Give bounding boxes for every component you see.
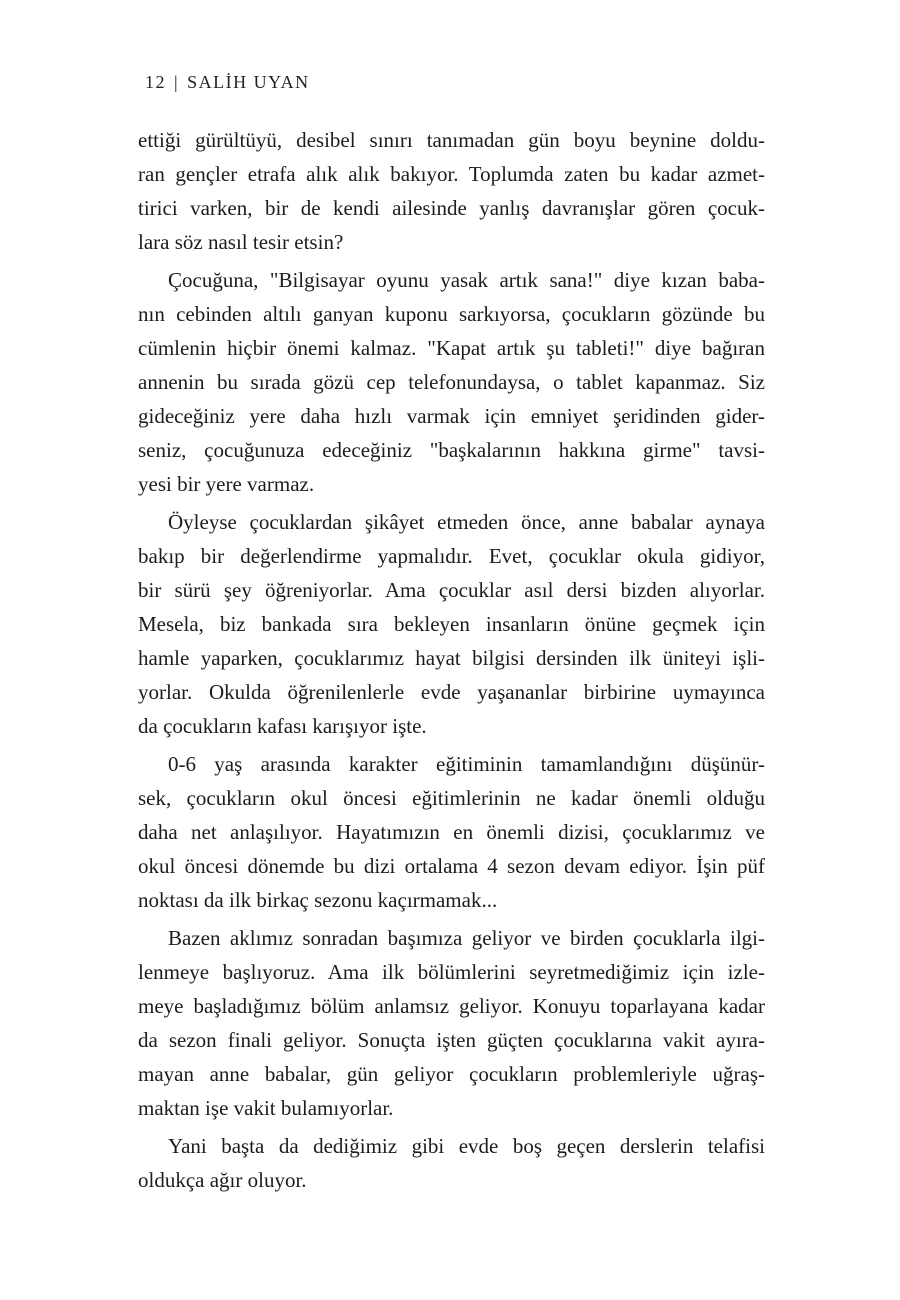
text-line: mayan anne babalar, gün geliyor çocukların problemleriyle uğraş- (138, 1062, 765, 1086)
text-line: Mesela, biz bankada sıra bekleyen insanların önüne geçmek için (138, 612, 765, 636)
text-line: okul öncesi dönemde bu dizi ortalama 4 sezon devam ediyor. İşin püf (138, 854, 765, 878)
paragraph (138, 1129, 765, 1197)
running-header (145, 72, 310, 93)
text-line: da sezon finali geliyor. Sonuçta işten güçten çocuklarına vakit ayıra- (138, 1028, 765, 1052)
text-line: Öyleyse çocuklardan şikâyet etmeden önce, anne babalar aynaya (168, 510, 765, 534)
text-line: maktan işe vakit bulamıyorlar. (138, 1096, 394, 1120)
text-line: tirici varken, bir de kendi ailesinde yanlış davranışlar gören çocuk- (138, 196, 765, 220)
text-line: bir sürü şey öğreniyorlar. Ama çocuklar asıl dersi bizden alıyorlar. (138, 578, 765, 602)
text-line: gideceğiniz yere daha hızlı varmak için emniyet şeridinden gider- (138, 404, 765, 428)
text-line: sek, çocukların okul öncesi eğitimlerinin ne kadar önemli olduğu (138, 786, 765, 810)
text-line: lenmeye başlıyoruz. Ama ilk bölümlerini seyretmediğimiz için izle- (138, 960, 765, 984)
text-line: hamle yaparken, çocuklarımız hayat bilgisi dersinden ilk üniteyi işli- (138, 646, 765, 670)
text-line: da çocukların kafası karışıyor işte. (138, 714, 427, 738)
text-line: bakıp bir değerlendirme yapmalıdır. Evet, çocuklar okula gidiyor, (138, 544, 765, 568)
author-name: SALİH UYAN (187, 72, 310, 92)
text-line: ran gençler etrafa alık alık bakıyor. Toplumda zaten bu kadar azmet- (138, 162, 765, 186)
text-line: yorlar. Okulda öğrenilenlerle evde yaşananlar birbirine uymayınca (138, 680, 765, 704)
text-line: yesi bir yere varmaz. (138, 472, 315, 496)
header-separator: | (174, 72, 180, 92)
paragraph (138, 263, 765, 501)
paragraph (138, 505, 765, 743)
text-line: annenin bu sırada gözü cep telefonundaysa, o tablet kapanmaz. Siz (138, 370, 765, 394)
text-line: 0-6 yaş arasında karakter eğitiminin tamamlandığını düşünür- (168, 752, 765, 776)
paragraph (138, 921, 765, 1125)
text-line: cümlenin hiçbir önemi kalmaz. "Kapat artık şu tableti!" diye bağıran (138, 336, 765, 360)
body-text (138, 123, 765, 1197)
page-number: 12 (145, 72, 166, 92)
text-line: meye başladığımız bölüm anlamsız geliyor. Konuyu toparlayana kadar (138, 994, 765, 1018)
text-line: lara söz nasıl tesir etsin? (138, 230, 344, 254)
text-line: nın cebinden altılı ganyan kuponu sarkıyorsa, çocukların gözünde bu (138, 302, 765, 326)
text-line: Yani başta da dediğimiz gibi evde boş geçen derslerin telafisi (168, 1134, 765, 1158)
text-line: seniz, çocuğunuza edeceğiniz "başkalarının hakkına girme" tavsi- (138, 438, 765, 462)
text-line: ettiği gürültüyü, desibel sınırı tanımadan gün boyu beynine doldu- (138, 128, 765, 152)
text-line: noktası da ilk birkaç sezonu kaçırmamak... (138, 888, 498, 912)
text-line: oldukça ağır oluyor. (138, 1168, 307, 1192)
text-line: daha net anlaşılıyor. Hayatımızın en önemli dizisi, çocuklarımız ve (138, 820, 765, 844)
paragraph (138, 123, 765, 259)
text-line: Çocuğuna, "Bilgisayar oyunu yasak artık sana!" diye kızan baba- (168, 268, 765, 292)
text-line: Bazen aklımız sonradan başımıza geliyor ve birden çocuklarla ilgi- (168, 926, 765, 950)
paragraph (138, 747, 765, 917)
